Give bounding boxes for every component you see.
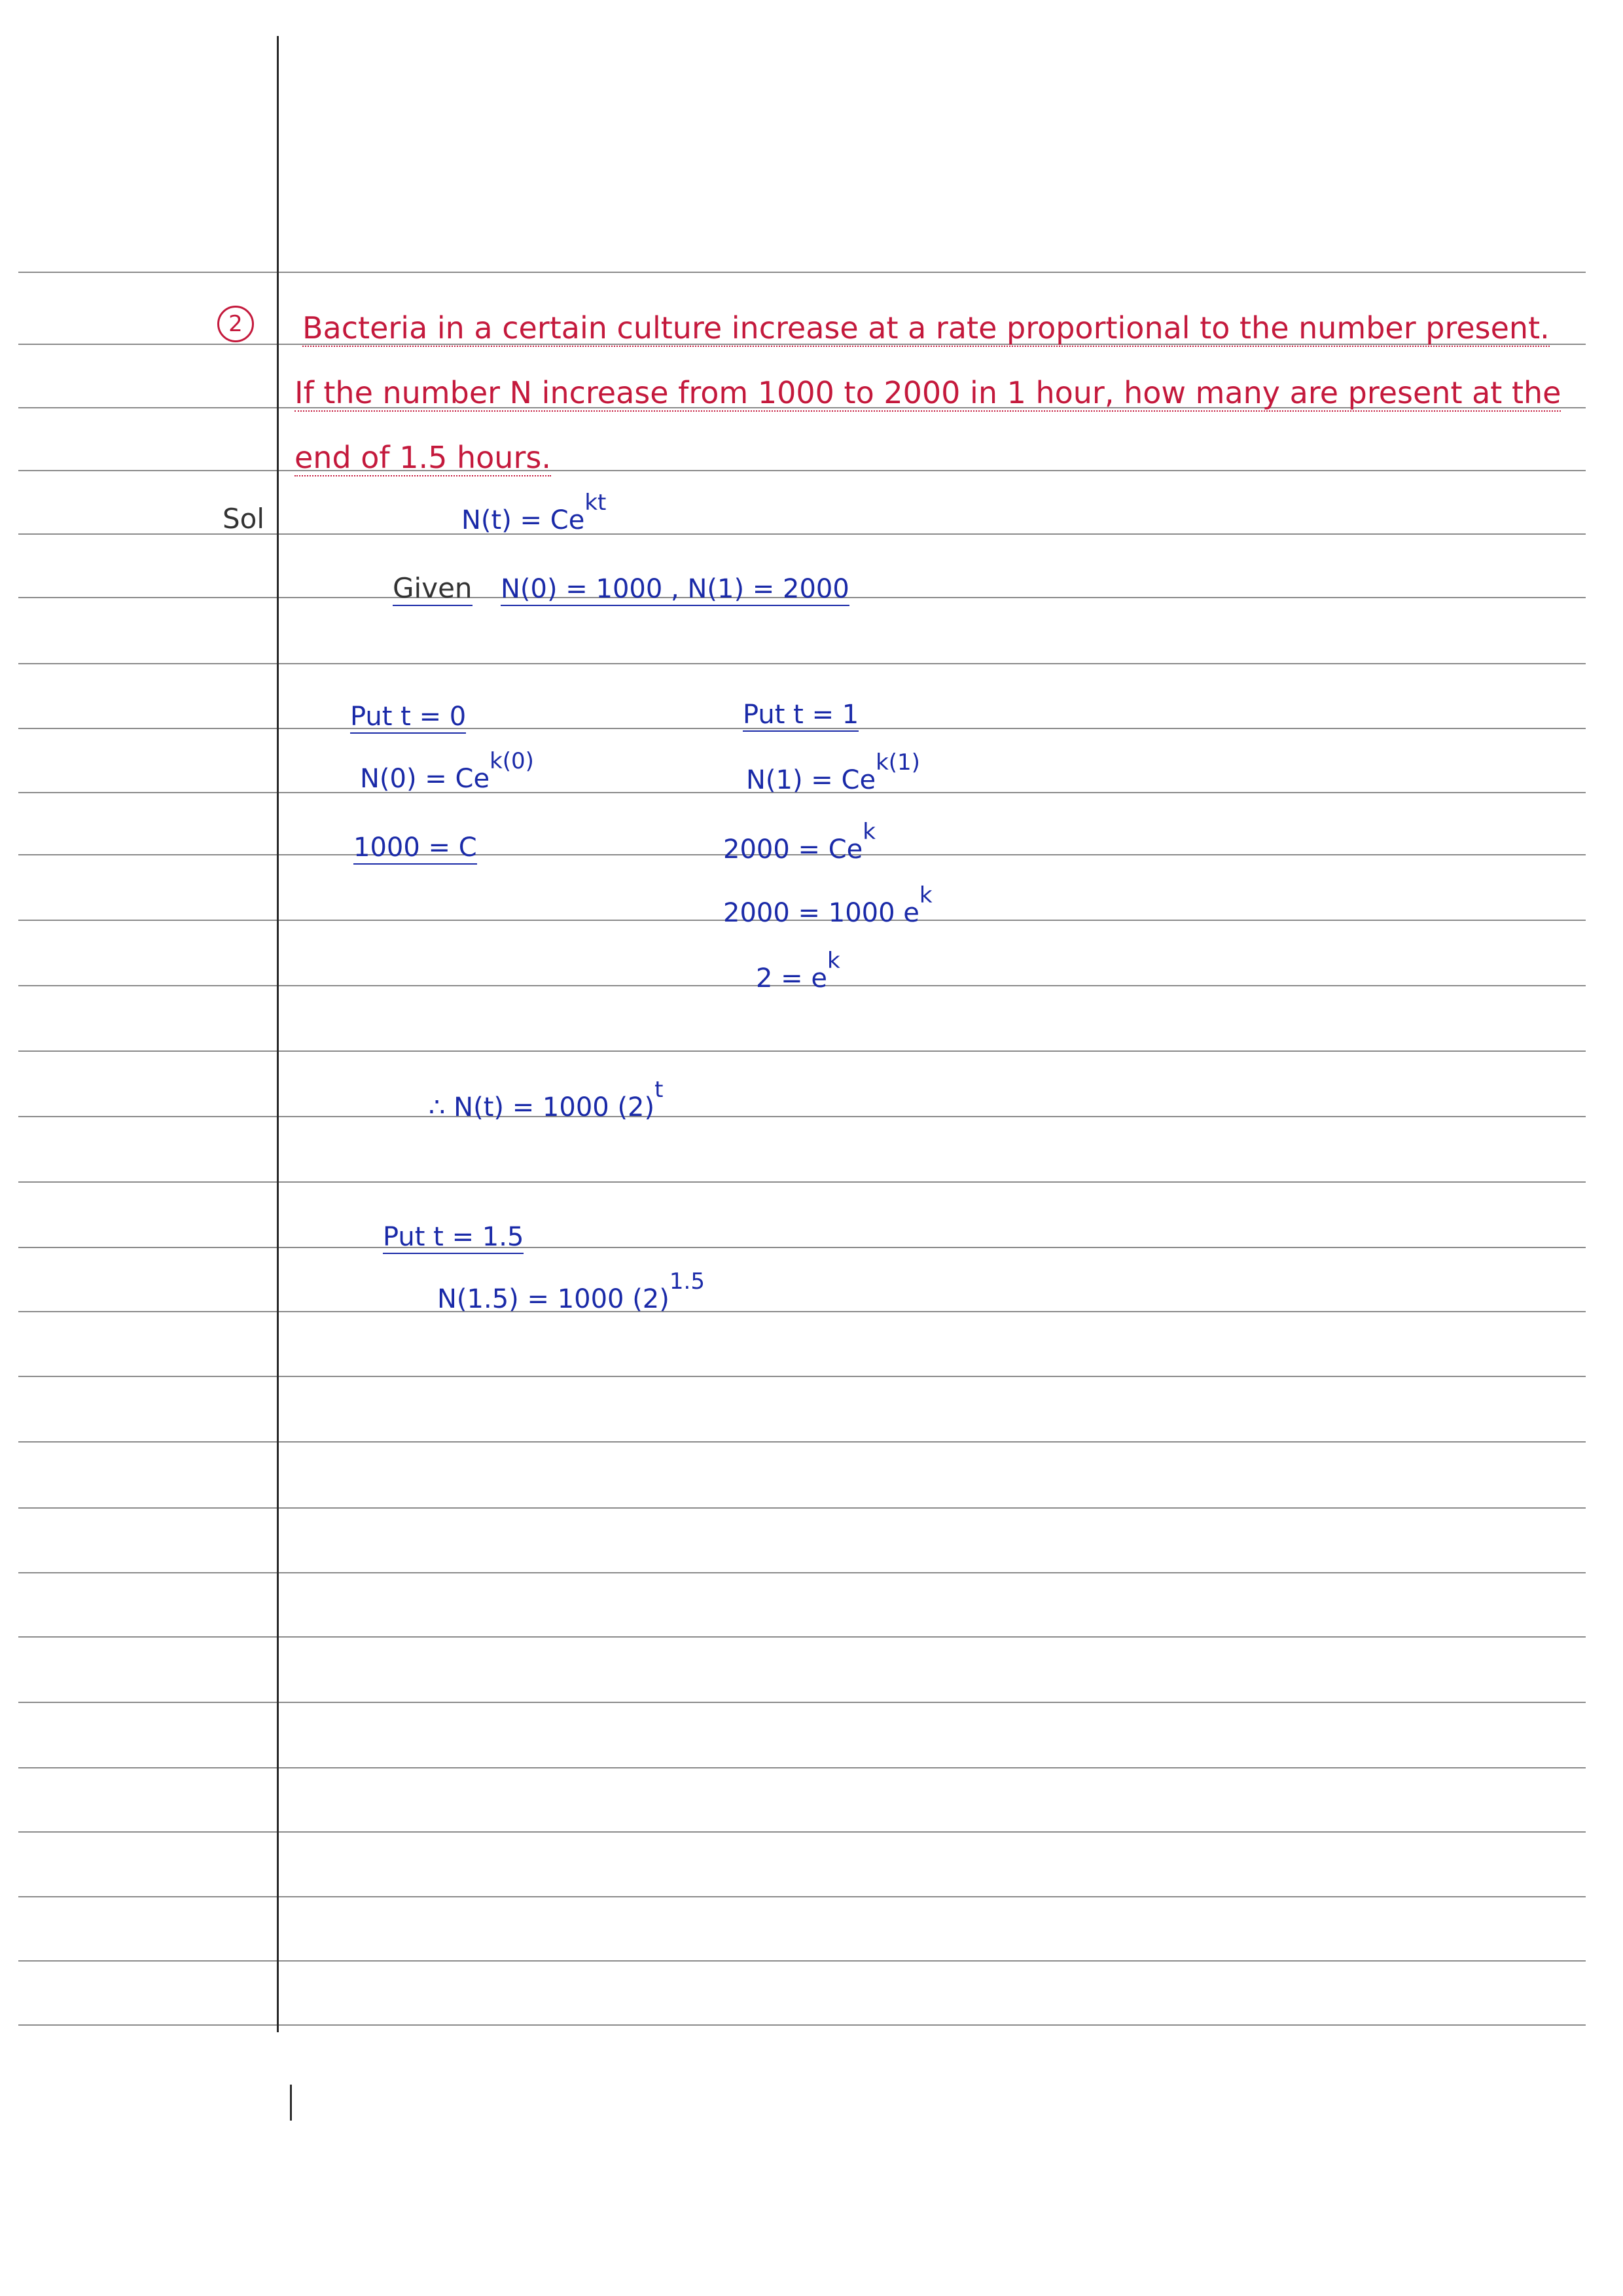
left-eq-1 bbox=[360, 748, 534, 794]
ruled-line bbox=[18, 1507, 1586, 1509]
ruled-line bbox=[18, 470, 1586, 471]
right-eq-4-lhs: 2 = e bbox=[756, 963, 828, 994]
final-lhs: N(1.5) = 1000 (2) bbox=[437, 1284, 669, 1314]
right-eq-4-exponent: k bbox=[827, 948, 840, 975]
ruled-line bbox=[18, 1896, 1586, 1897]
question-number: 2 bbox=[217, 306, 254, 342]
left-eq-1-lhs: N(0) = Ce bbox=[360, 764, 490, 794]
right-eq-1-lhs: N(1) = Ce bbox=[746, 765, 876, 795]
therefore-lhs: ∴ N(t) = 1000 (2) bbox=[429, 1092, 655, 1122]
right-eq-1-exponent: k(1) bbox=[876, 749, 920, 776]
ruled-line bbox=[18, 1181, 1586, 1183]
right-eq-2-lhs: 2000 = Ce bbox=[723, 834, 863, 865]
right-eq-2 bbox=[723, 819, 876, 865]
question-line-1: Bacteria in a certain culture increase at a rate proportional to the number present. bbox=[302, 310, 1550, 346]
right-eq-2-exponent: k bbox=[863, 819, 876, 846]
formula bbox=[461, 490, 607, 535]
ruled-line bbox=[18, 1831, 1586, 1833]
put-t1-5: Put t = 1.5 bbox=[383, 1224, 524, 1254]
right-eq-4 bbox=[756, 948, 840, 994]
ruled-line bbox=[18, 1702, 1586, 1703]
final-exponent: 1.5 bbox=[669, 1268, 705, 1295]
question-line-3: end of 1.5 hours. bbox=[294, 440, 551, 475]
therefore-equation bbox=[429, 1077, 664, 1122]
solution-label: Sol bbox=[223, 503, 265, 535]
ruled-line bbox=[18, 1376, 1586, 1377]
right-eq-3-lhs: 2000 = 1000 e bbox=[723, 898, 919, 928]
right-eq-1 bbox=[746, 749, 920, 795]
put-t1: Put t = 1 bbox=[743, 702, 859, 732]
put-t0: Put t = 0 bbox=[350, 704, 466, 734]
left-eq-1-exponent: k(0) bbox=[490, 748, 534, 775]
margin-line bbox=[277, 36, 279, 2032]
ruled-line bbox=[18, 663, 1586, 664]
ruled-line bbox=[18, 1767, 1586, 1768]
ruled-line bbox=[18, 1441, 1586, 1443]
margin-line-tail bbox=[290, 2085, 292, 2121]
therefore-exponent: t bbox=[654, 1077, 664, 1103]
ruled-line bbox=[18, 1960, 1586, 1962]
ruled-line bbox=[18, 1247, 1586, 1248]
given-label: Given bbox=[393, 575, 473, 606]
question-line-2: If the number N increase from 1000 to 2000 in 1 hour, how many are present at the bbox=[294, 375, 1561, 410]
right-eq-3 bbox=[723, 882, 933, 928]
ruled-line bbox=[18, 1572, 1586, 1573]
right-eq-3-exponent: k bbox=[919, 882, 933, 909]
ruled-line bbox=[18, 1116, 1586, 1117]
left-eq-2: 1000 = C bbox=[353, 834, 477, 865]
ruled-line bbox=[18, 2024, 1586, 2026]
formula-exponent: kt bbox=[584, 490, 607, 516]
ruled-line bbox=[18, 1050, 1586, 1052]
ruled-line bbox=[18, 272, 1586, 273]
formula-lhs: N(t) = Ce bbox=[461, 505, 585, 535]
ruled-line bbox=[18, 1636, 1586, 1638]
given-values: N(0) = 1000 , N(1) = 2000 bbox=[501, 576, 849, 606]
ruled-line bbox=[18, 1311, 1586, 1312]
final-equation bbox=[437, 1268, 705, 1314]
